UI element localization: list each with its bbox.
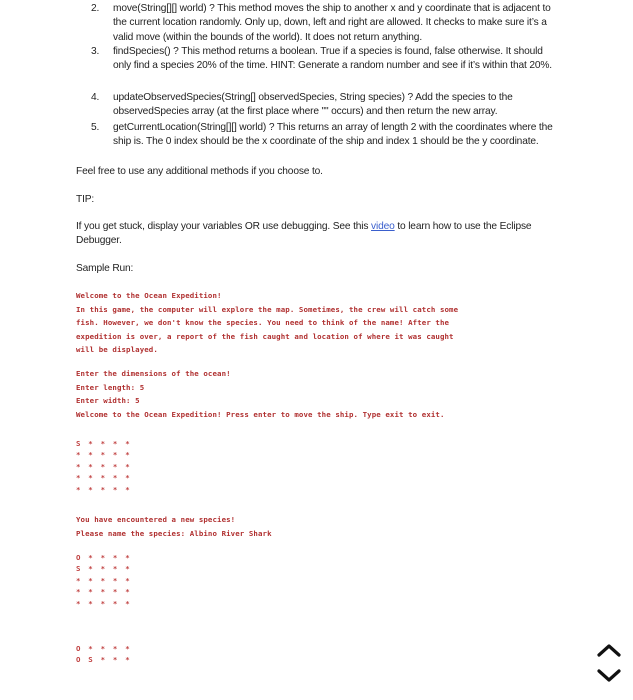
grid-row	[76, 563, 137, 574]
tip-paragraph	[76, 220, 546, 249]
grid-cell: *	[112, 553, 118, 562]
grid-cell: *	[88, 484, 93, 494]
list-text: updateObservedSpecies(String[] observedSpecies, String species) ? Add the species to the observedSpecies array (at the first place where "" occurs) and then return the new array.	[113, 92, 513, 118]
list-item	[91, 91, 558, 120]
grid-cell: *	[76, 484, 81, 494]
console-line: Please name the species: Albino River Shark	[76, 528, 272, 538]
grid-cell: *	[125, 473, 130, 483]
grid-cell: *	[100, 439, 106, 448]
grid-cell: *	[100, 644, 106, 653]
grid-cell: S	[76, 439, 81, 448]
grid-cell: *	[88, 587, 93, 597]
grid-row	[76, 575, 137, 586]
console-line: Welcome to the Ocean Expedition!	[76, 291, 222, 300]
grid-cell: *	[112, 484, 118, 494]
grid-cell: *	[125, 564, 130, 574]
grid-row	[76, 598, 137, 609]
grid-cell: *	[88, 575, 93, 585]
console-line: In this game, the computer will explore the map. Sometimes, the crew will catch some	[76, 304, 459, 314]
grid-cell: *	[125, 484, 130, 494]
list-number: 4.	[91, 92, 100, 103]
grid-cell: *	[100, 553, 106, 562]
grid-cell: *	[100, 655, 106, 665]
console-intro	[76, 289, 458, 357]
console-line: fish. However, we don't know the species. You need to think of the name! After the	[76, 318, 450, 328]
grid-cell: *	[112, 439, 118, 448]
grid-cell: *	[76, 575, 81, 585]
ocean-grid-2	[76, 552, 137, 609]
grid-cell: *	[88, 473, 93, 483]
grid-cell: S	[88, 655, 93, 665]
tip-text: If you get stuck, display your variables OR use debugging. See this	[76, 221, 372, 232]
list-text: move(String[][] world) ? This method moves the ship to another x and y coordinate that is adjacent to the current location randomly. Only up, down, left and right are allowed. It checks to make sure it’s a valid move (within the bounds of the world). It does not return anything.	[113, 3, 551, 43]
console-line: will be displayed.	[76, 345, 158, 355]
grid-cell: *	[112, 461, 118, 471]
grid-cell: *	[76, 473, 81, 483]
grid-cell: *	[125, 575, 130, 585]
grid-row	[76, 472, 137, 483]
grid-cell: *	[88, 461, 93, 471]
grid-cell: *	[125, 461, 130, 471]
grid-row	[76, 438, 137, 449]
grid-cell: *	[125, 439, 130, 448]
ocean-grid-1	[76, 438, 137, 495]
grid-cell: *	[100, 587, 106, 597]
video-link[interactable]: video	[371, 221, 395, 232]
chevron-up-icon[interactable]	[591, 637, 627, 663]
grid-cell: *	[76, 587, 81, 597]
grid-cell: *	[100, 598, 106, 608]
grid-cell: *	[100, 484, 106, 494]
method-list	[0, 2, 633, 164]
grid-cell: O	[76, 655, 81, 665]
grid-cell: *	[112, 450, 118, 460]
console-line: Enter the dimensions of the ocean!	[76, 369, 231, 378]
grid-cell: *	[88, 553, 93, 562]
sample-run-heading: Sample Run:	[76, 263, 134, 274]
grid-cell: *	[125, 598, 130, 608]
grid-cell: *	[76, 450, 81, 460]
list-text: findSpecies() ? This method returns a boolean. True if a species is found, false otherwise. It should only find a species 20% of the time. HINT: Generate a random number and see if it’s within that 20%.	[113, 46, 552, 72]
grid-cell: *	[125, 450, 130, 460]
grid-cell: O	[76, 644, 81, 653]
grid-cell: O	[76, 553, 81, 562]
grid-cell: *	[112, 598, 118, 608]
grid-row	[76, 552, 137, 563]
console-line: You have encountered a new species!	[76, 515, 236, 524]
grid-cell: *	[100, 575, 106, 585]
grid-row	[76, 449, 137, 460]
grid-cell: *	[88, 598, 93, 608]
list-text: getCurrentLocation(String[][] world) ? This returns an array of length 2 with the coordinates where the ship is. The 0 index should be the x coordinate of the ship and index 1 should be the y coordinate.	[113, 122, 553, 148]
grid-cell: *	[88, 439, 93, 448]
console-line: Welcome to the Ocean Expedition! Press enter to move the ship. Type exit to exit.	[76, 409, 445, 419]
additional-methods-note: Feel free to use any additional methods if you choose to.	[76, 166, 323, 177]
list-item	[91, 121, 558, 164]
list-number: 3.	[91, 46, 100, 57]
console-setup	[76, 367, 445, 421]
console-line: Enter length: 5	[76, 382, 145, 392]
grid-cell: *	[112, 575, 118, 585]
grid-row	[76, 484, 137, 495]
grid-cell: *	[88, 450, 93, 460]
grid-row	[76, 654, 137, 665]
grid-row	[76, 586, 137, 597]
console-line: expedition is over, a report of the fish caught and location of where it was caught	[76, 331, 454, 341]
grid-cell: *	[125, 587, 130, 597]
grid-cell: *	[125, 655, 130, 665]
ocean-grid-3	[76, 643, 137, 666]
grid-cell: *	[88, 644, 93, 653]
tip-heading: TIP:	[76, 194, 95, 205]
grid-cell: *	[112, 587, 118, 597]
grid-cell: *	[100, 450, 106, 460]
chevron-down-icon[interactable]	[591, 663, 627, 689]
grid-cell: *	[112, 473, 118, 483]
list-number: 2.	[91, 3, 100, 14]
page-navigation	[591, 637, 627, 694]
grid-cell: *	[76, 598, 81, 608]
grid-cell: *	[100, 473, 106, 483]
grid-cell: *	[76, 461, 81, 471]
grid-cell: *	[112, 655, 118, 665]
grid-cell: *	[125, 644, 130, 653]
console-encounter	[76, 513, 272, 540]
grid-row	[76, 461, 137, 472]
list-number: 5.	[91, 122, 100, 133]
console-line: Enter width: 5	[76, 396, 140, 406]
grid-cell: *	[100, 564, 106, 574]
list-item	[91, 45, 558, 88]
grid-cell: *	[88, 564, 93, 574]
grid-cell: *	[100, 461, 106, 471]
grid-cell: *	[112, 564, 118, 574]
grid-cell: *	[125, 553, 130, 562]
grid-row	[76, 643, 137, 654]
tip-text-end: to learn how to use the Eclipse Debugger.	[76, 221, 532, 247]
grid-cell: S	[76, 564, 81, 574]
grid-cell: *	[112, 644, 118, 653]
